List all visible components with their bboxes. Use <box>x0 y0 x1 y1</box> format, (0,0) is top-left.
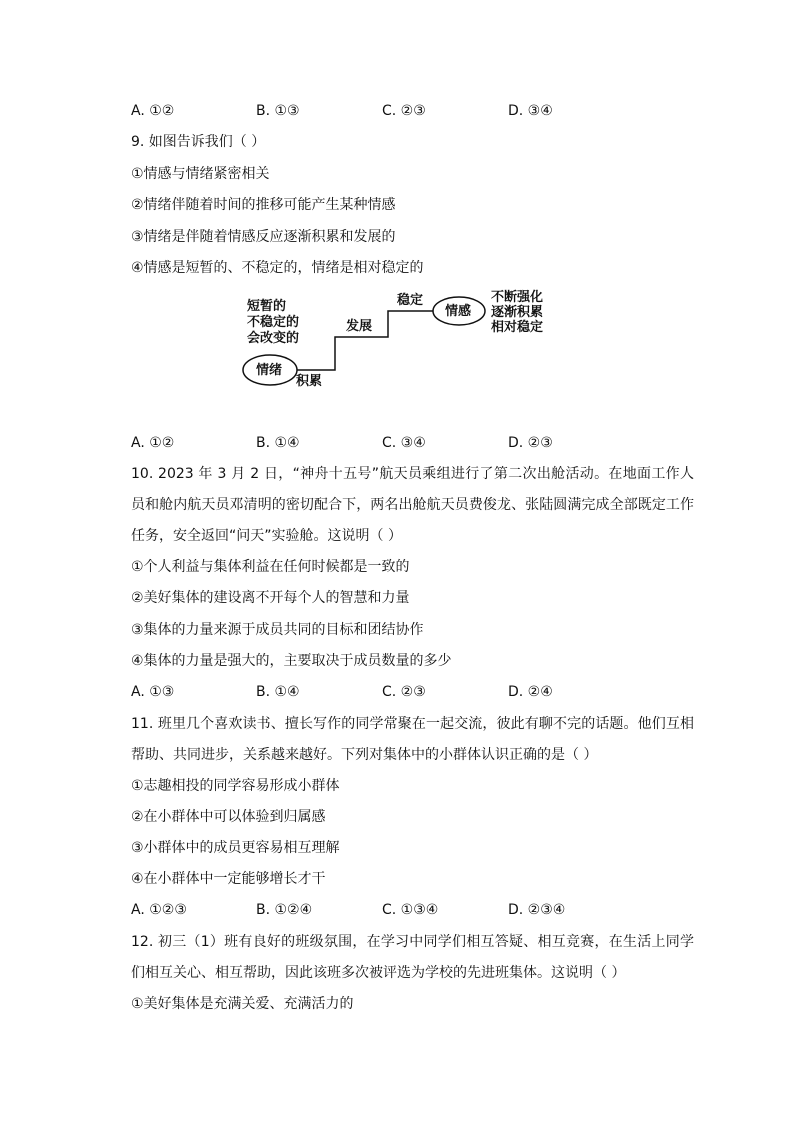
step-accumulate-label: 积累 <box>296 374 323 389</box>
step-develop-label: 发展 <box>346 319 373 334</box>
q11-option-a: A. ①②③ <box>131 902 187 918</box>
q8-option-c: C. ②③ <box>382 103 426 119</box>
q10-statement-2: ②美好集体的建设离不开每个人的智慧和力量 <box>131 590 410 606</box>
q9-option-a: A. ①② <box>131 435 175 451</box>
q9-stem: 9. 如图告诉我们（ ） <box>131 134 266 150</box>
q11-stem: 11. 班里几个喜欢读书、擅长写作的同学常聚在一起交流，彼此有聊不完的话题。他们互相帮助、共同进步，关系越来越好。下列对集体中的小群体认识正确的是（ ） <box>131 716 694 763</box>
q11-option-d: D. ②③④ <box>508 902 566 918</box>
q9-statement-2: ②情绪伴随着时间的推移可能产生某种情感 <box>131 197 396 213</box>
q11-option-c: C. ①③④ <box>382 902 439 918</box>
emotion-trait-2: 不稳定的 <box>247 315 300 330</box>
q10-option-d: D. ②④ <box>508 684 553 700</box>
q8-option-b: B. ①③ <box>256 103 300 119</box>
feeling-trait-2: 逐渐积累 <box>491 305 544 320</box>
emotion-trait-3: 会改变的 <box>247 331 300 346</box>
q10-statement-1: ①个人利益与集体利益在任何时候都是一致的 <box>131 559 410 575</box>
q10-stem: 10. 2023 年 3 月 2 日，“神舟十五号”航天员乘组进行了第二次出舱活动。在地面工作人员和舱内航天员邓清明的密切配合下，两名出舱航天员费俊龙、张陆圆满完成全部既定工作任务，安全返回“问天”实验舱。这说明（ ） <box>131 466 694 544</box>
q9-option-c: C. ③④ <box>382 435 426 451</box>
q11-statement-2: ②在小群体中可以体验到归属感 <box>131 809 326 825</box>
q9-option-d: D. ②③ <box>508 435 553 451</box>
q10-option-a: A. ①③ <box>131 684 175 700</box>
q9-statement-4: ④情感是短暂的、不稳定的，情绪是相对稳定的 <box>131 260 424 276</box>
q11-statement-1: ①志趣相投的同学容易形成小群体 <box>131 778 340 794</box>
q11-statement-3: ③小群体中的成员更容易相互理解 <box>131 840 340 856</box>
q11-statement-4: ④在小群体中一定能够增长才干 <box>131 871 326 887</box>
q9-statement-3: ③情绪是伴随着情感反应逐渐积累和发展的 <box>131 229 396 245</box>
feeling-trait-3: 相对稳定 <box>491 320 544 335</box>
q9-statement-1: ①情感与情绪紧密相关 <box>131 166 270 182</box>
q8-option-a: A. ①② <box>131 103 175 119</box>
emotion-oval-label: 情绪 <box>256 363 283 378</box>
q10-statement-3: ③集体的力量来源于成员共同的目标和团结协作 <box>131 622 424 638</box>
emotion-feeling-diagram <box>238 290 558 395</box>
q12-statement-1: ①美好集体是充满关爱、充满活力的 <box>131 996 354 1012</box>
q10-option-b: B. ①④ <box>256 684 300 700</box>
q11-option-b: B. ①②④ <box>256 902 313 918</box>
step-stable-label: 稳定 <box>397 293 424 308</box>
q10-option-c: C. ②③ <box>382 684 426 700</box>
q8-option-d: D. ③④ <box>508 103 553 119</box>
q10-statement-4: ④集体的力量是强大的，主要取决于成员数量的多少 <box>131 653 452 669</box>
q9-option-b: B. ①④ <box>256 435 300 451</box>
feeling-trait-1: 不断强化 <box>491 290 544 305</box>
q12-stem: 12. 初三（1）班有良好的班级氛围，在学习中同学们相互答疑、相互竞赛，在生活上同学们相互关心、相互帮助，因此该班多次被评选为学校的先进班集体。这说明（ ） <box>131 934 694 981</box>
emotion-trait-1: 短暂的 <box>247 299 287 314</box>
feeling-oval-label: 情感 <box>445 304 472 319</box>
